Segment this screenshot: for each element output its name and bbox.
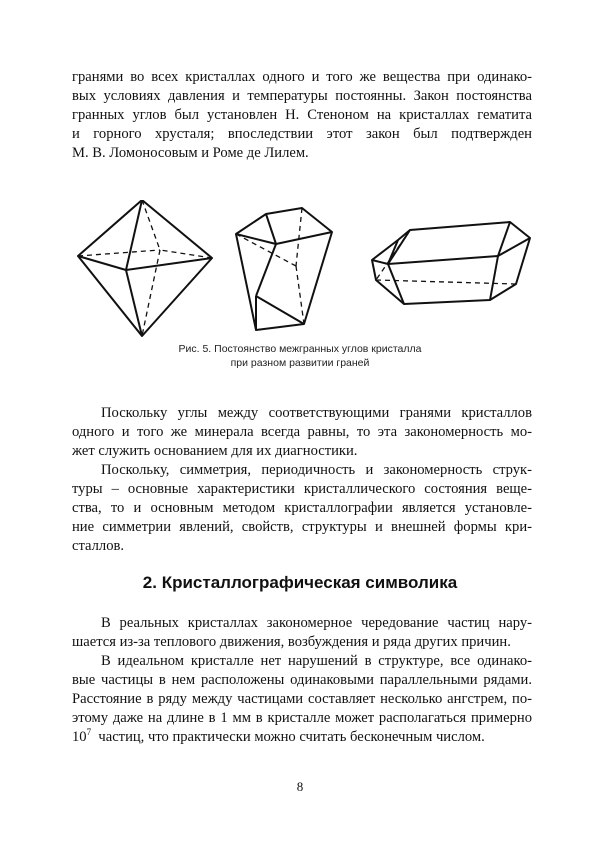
text-line: В реальных кристаллах закономерное чередование частиц нару- [101,615,532,631]
text-line-power [72,728,532,747]
paragraph-ideal-crystal [72,652,532,747]
text-line: Расстояние в ряду между частицами составляет несколько ангстрем, по- [72,691,532,707]
text-line: Поскольку, симметрия, периодичность и закономерность струк- [101,462,532,478]
paragraph-real-crystals [72,614,532,652]
intro-paragraph [72,68,532,163]
text-line: этому даже на длине в 1 мм в кристалле может располагаться примерно [72,710,532,726]
section-heading: 2. Кристаллографическая символика [142,573,458,592]
text-line: шается из-за теплового движения, возбуждения и ряда других причин. [72,634,511,650]
text-line: сталлов. [72,538,125,554]
text-line: М. В. Ломоносовым и Роме де Лилем. [72,145,309,161]
caption-line: Рис. 5. Постоянство межгранных углов кристалла [178,343,422,355]
text-line: В идеальном кристалле нет нарушений в структуре, все одинако- [101,653,532,669]
text-line-rest: частиц, что практически можно считать бесконечным числом. [91,729,485,745]
distorted-crystal [236,208,332,330]
caption-line: при разном развитии граней [230,357,370,369]
paragraph-symmetry [72,461,532,556]
power-base: 10 [72,729,87,745]
text-line: жет служить основанием для их диагностики. [72,443,358,459]
text-line: ние симметрии явлений, свойств, структуры и внешней формы кри- [72,519,532,535]
text-line: одного и того же минерала всегда равны, то эта закономерность мо- [72,424,532,440]
text-line: ства, то и основным методом кристаллографии является установле- [72,500,532,516]
text-line: туры – основные характеристики кристаллического состояния веще- [72,481,532,497]
crystal-figure [70,200,540,340]
page-number: 8 [296,779,304,794]
power-exponent: 7 [86,727,92,737]
text-line: гранных углов был установлен Н. Стеноном на кристаллах гематита [72,107,532,123]
crystal-drawings [70,200,540,340]
octahedron-crystal [78,200,212,336]
paragraph-diagnostics [72,404,532,461]
text-line: и горного хрусталя; впоследствии этот закон был подтвержден [72,126,532,142]
text-line: вые частицы в нем расположены одинаковыми параллельными рядами. [72,672,532,688]
figure-caption [120,342,480,370]
text-line: вых условиях давления и температуры постоянны. Закон постоянства [72,88,532,104]
elongated-crystal [372,222,530,304]
text-line: Поскольку углы между соответствующими гранями кристаллов [101,405,532,421]
text-line: гранями во всех кристаллах одного и того же вещества при одинако- [72,69,532,85]
